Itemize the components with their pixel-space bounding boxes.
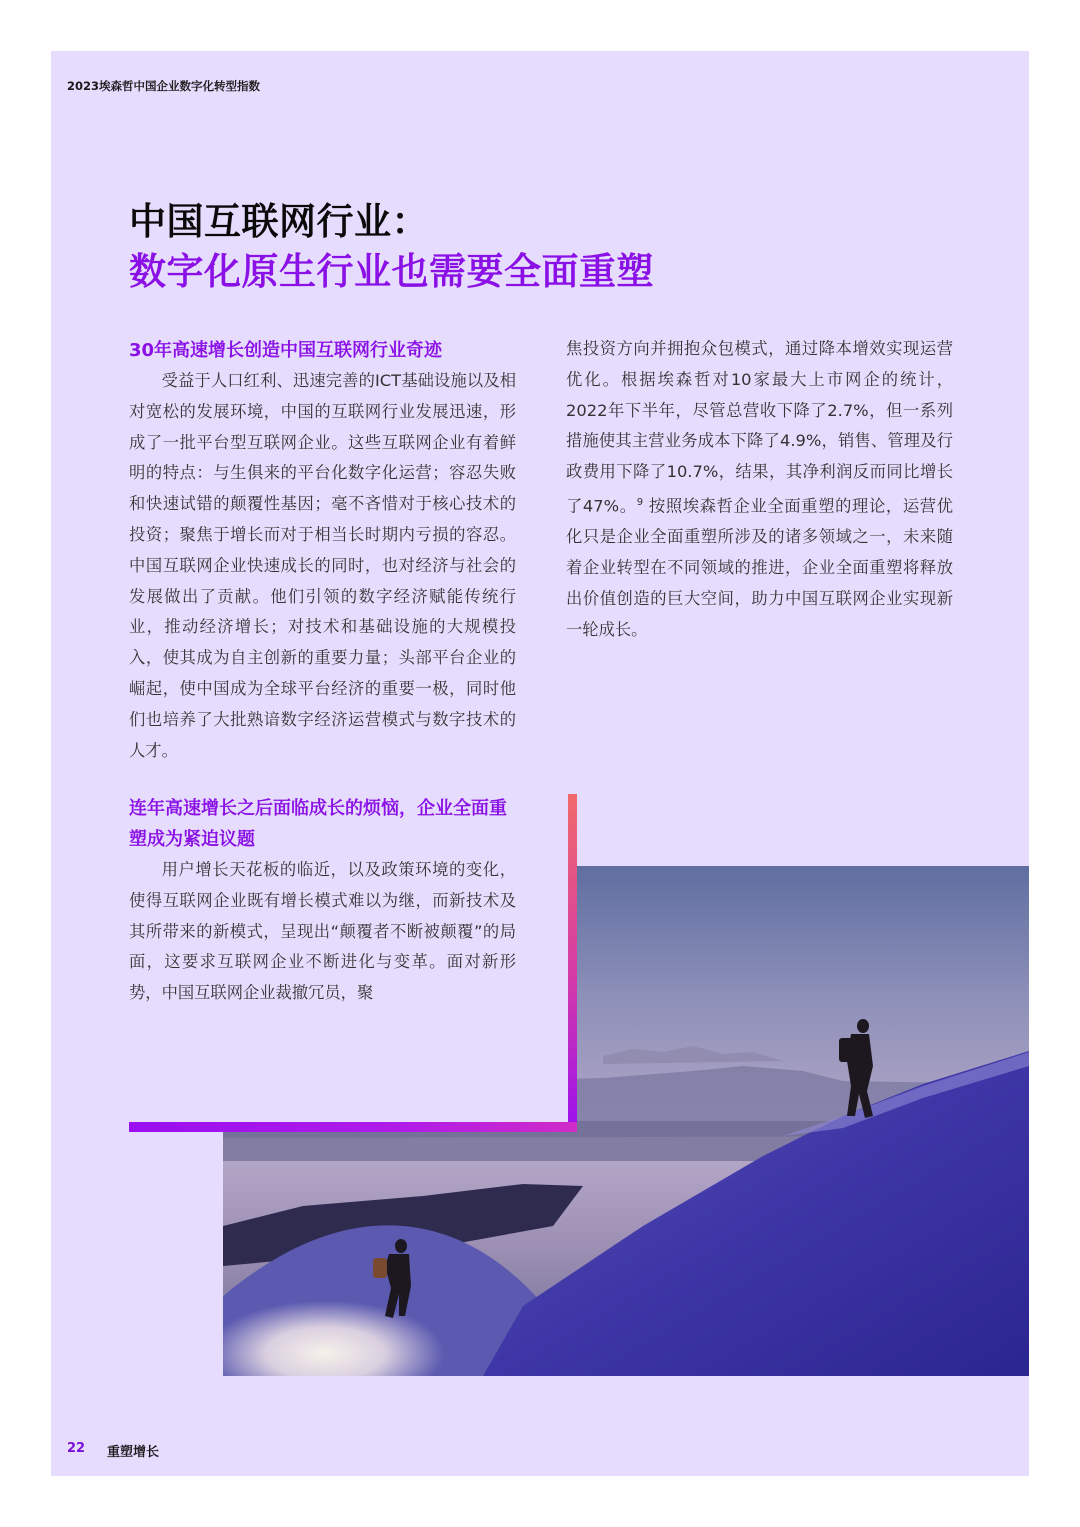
section-2-body: 用户增长天花板的临近，以及政策环境的变化，使得互联网企业既有增长模式难以为继，而新技术及其所带来的新模式，呈现出“颠覆者不断被颠覆”的局面，这要求互联网企业不断进化与变革。面对新形势，中国互联网企业裁撤冗员，聚 [129, 860, 516, 1003]
section-2-box [129, 793, 575, 1123]
right-column-body [566, 334, 953, 645]
accent-frame-bottom [129, 1122, 577, 1132]
section-1-body: 受益于人口红利、迅速完善的ICT基础设施以及相对宽松的发展环境，中国的互联网行业发展迅速，形成了一批平台型互联网企业。这些互联网企业有着鲜明的特点：与生俱来的平台化数字化运营；容忍失败和快速试错的颠覆性基因；毫不吝惜对于核心技术的投资；聚焦于增长而对于相当长时期内亏损的容忍。中国互联网企业快速成长的同时，也对经济与社会的发展做出了贡献。他们引领的数字经济赋能传统行业，推动经济增长；对技术和基础设施的大规模投入，使其成为自主创新的重要力量；头部平台企业的崛起，使中国成为全球平台经济的重要一极，同时他们也培养了大批熟谙数字经济运营模式与数字技术的人才。 [129, 371, 516, 760]
page-number: 22 [67, 1441, 86, 1456]
report-title: 2023埃森哲中国企业数字化转型指数 [67, 79, 261, 93]
left-column [129, 335, 516, 766]
right-column-text: 焦投资方向并拥抱众包模式，通过降本增效实现运营优化。根据埃森哲对10家最大上市网企的统计，2022年下半年，尽管总营收下降了2.7%，但一系列措施使其主营业务成本下降了4.9%，销售、管理及行政费用下降了10.7%，结果，其净利润反而同比增长了47%。 [566, 339, 953, 516]
accent-frame-right [568, 794, 577, 1132]
headline-line-2: 数字化原生行业也需要全面重塑 [129, 250, 654, 293]
section-1-subhead: 30年高速增长创造中国互联网行业奇迹 [129, 340, 443, 361]
footnote-marker: 9 [636, 496, 644, 508]
right-column-text-cont: 按照埃森哲企业全面重塑的理论，运营优化只是企业全面重塑所涉及的诸多领域之一，未来随着企业转型在不同领域的推进，企业全面重塑将释放出价值创造的巨大空间，助力中国互联网企业实现新一轮成长。 [566, 496, 953, 639]
headline-line-1: 中国互联网行业： [129, 200, 429, 243]
footer-section-label: 重塑增长 [107, 1445, 160, 1460]
page [51, 51, 1029, 1476]
section-2-subhead: 连年高速增长之后面临成长的烦恼，企业全面重塑成为紧迫议题 [129, 798, 507, 850]
headline [129, 197, 654, 297]
right-column [566, 334, 953, 645]
